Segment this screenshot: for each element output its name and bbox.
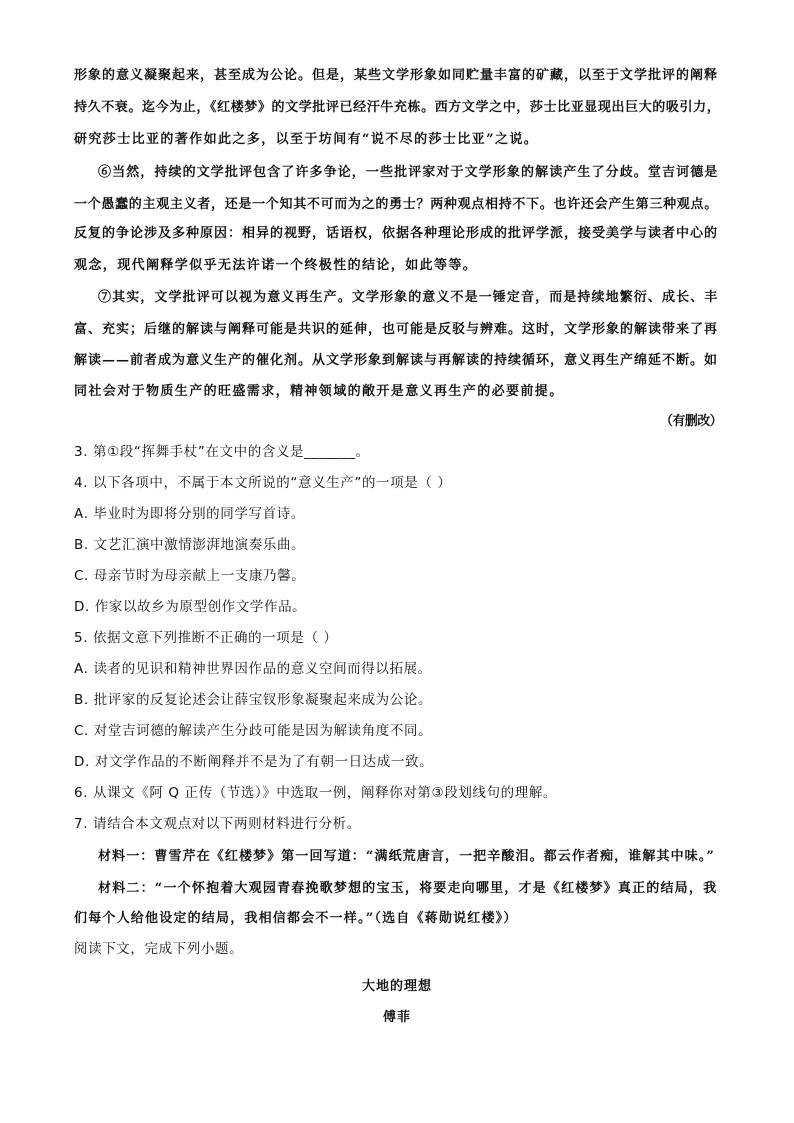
question-4: 4. 以下各项中，不属于本文所说的“意义生产”的一项是（ ） [74, 475, 452, 491]
next-text-title: 大地的理想 [361, 979, 432, 994]
question-7: 7. 请结合本文观点对以下两则材料进行分析。 [74, 816, 361, 832]
question-5-option-b: B. 批评家的反复论述会让薛宝钗形象凝聚起来成为公论。 [74, 692, 433, 708]
material-1: 材料一：曹雪芹在《红楼梦》第一回写道：“满纸荒唐言，一把辛酸泪。都云作者痴，谁解其中味。” [98, 849, 715, 864]
paragraph-6-line: 观念，现代阐释学似乎无法许诺一个终极性的结论，如此等等。 [74, 258, 478, 273]
question-4-option-a: A. 毕业时为即将分别的同学写首诗。 [74, 506, 305, 522]
paragraph-6-line: 一个愚蠢的主观主义者，还是一个知其不可而为之的勇士？两种观点相持不下。也许还会产生第三种观点。 [74, 197, 718, 212]
next-text-author: 傅菲 [382, 1010, 411, 1025]
material-2-line: 们每个人给他设定的结局，我相信都会不一样。”（选自《蒋勋说红楼》） [74, 911, 518, 926]
question-5-option-d: D. 对文学作品的不断阐释并不是为了有朝一日达成一致。 [74, 754, 434, 770]
question-5: 5. 依据文意下列推断不正确的一项是（ ） [74, 630, 338, 646]
paragraph-continuation-line: 形象的意义凝聚起来，甚至成为公论。但是，某些文学形象如同贮量丰富的矿藏，以至于文学批评的阐释 [74, 68, 719, 83]
paragraph-6-line: 反复的争论涉及多种原因：相异的视野，话语权，依据各种理论形成的批评学派，接受美学与读者中心的 [74, 226, 719, 241]
paragraph-7-line: 解读——前者成为意义生产的催化剂。从文学形象到解读与再解读的持续循环，意义再生产绵延不断。如 [74, 353, 719, 368]
reading-instruction: 阅读下文，完成下列小题。 [74, 941, 244, 957]
material-2-line: 材料二：“一个怀抱着大观园青春挽歌梦想的宝玉，将要走向哪里，才是《红楼梦》真正的结局，我 [98, 881, 718, 896]
paragraph-continuation-line: 研究莎士比亚的著作如此之多，以至于坊间有“说不尽的莎士比亚”之说。 [74, 132, 539, 147]
paragraph-7-line: 富、充实；后继的解读与阐释可能是共识的延伸，也可能是反驳与辨难。这时，文学形象的解读带来了再 [74, 322, 719, 337]
paragraph-6-line: ⑥当然，持续的文学批评包含了许多争论，一些批评家对于文学形象的解读产生了分歧。堂吉诃德是 [98, 165, 719, 180]
question-4-option-d: D. 作家以故乡为原型创作文学作品。 [74, 599, 307, 615]
paragraph-7-line: ⑦其实，文学批评可以视为意义再生产。文学形象的意义不是一锤定音，而是持续地繁衍、成长、丰 [98, 290, 719, 305]
question-5-option-c: C. 对堂吉诃德的解读产生分歧可能是因为解读角度不同。 [74, 723, 433, 739]
paragraph-continuation-line: 持久不衰。迄今为止，《红楼梦》的文学批评已经汗牛充栋。西方文学之中，莎士比亚显现出巨大的吸引力， [74, 100, 721, 115]
question-4-option-b: B. 文艺汇演中激情澎湃地演奏乐曲。 [74, 537, 306, 553]
question-6: 6. 从课文《阿 Q 正传（节选）》中选取一例，阐释你对第③段划线句的理解。 [74, 785, 558, 801]
paragraph-7-line: 同社会对于物质生产的旺盛需求，精神领域的敞开是意义再生产的必要前提。 [74, 384, 564, 399]
question-5-option-a: A. 读者的见识和精神世界因作品的意义空间而得以拓展。 [74, 661, 432, 677]
question-4-option-c: C. 母亲节时为母亲献上一支康乃馨。 [74, 568, 306, 584]
question-3: 3. 第①段“挥舞手杖”在文中的含义是_______。 [74, 444, 370, 460]
revision-note: （有删改） [660, 414, 723, 429]
